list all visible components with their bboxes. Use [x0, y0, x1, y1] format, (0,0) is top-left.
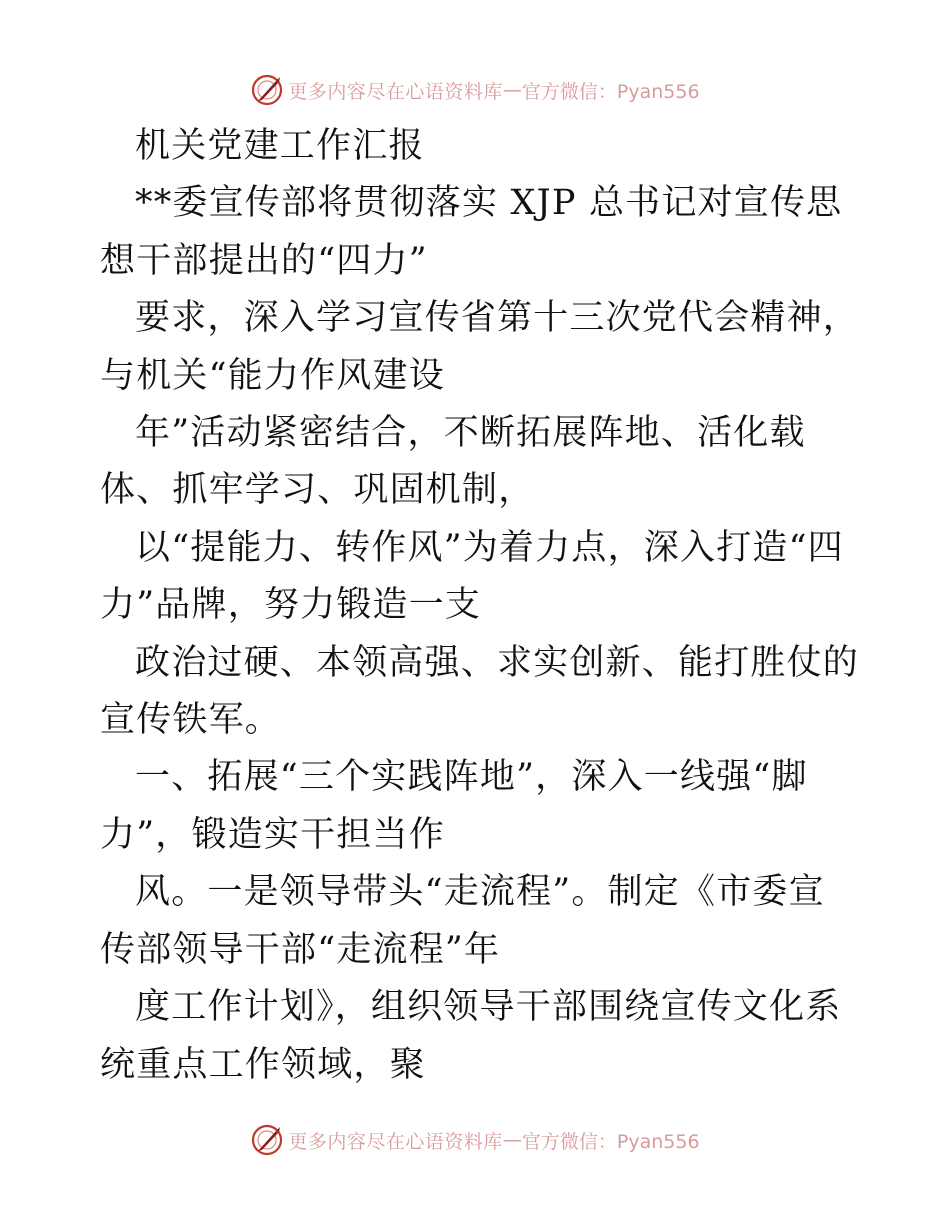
header-banner [0, 70, 950, 110]
section-heading: 一、拓展“三个实践阵地”，深入一线强“脚力”，锻造实干担当作 [100, 757, 808, 855]
paragraph: 风。一是领导带头“走流程”。制定《市委宣传部领导干部“走流程”年 [100, 872, 825, 970]
header-contact: 官方微信：Pyan556 [521, 80, 700, 103]
footer-contact: 官方微信：Pyan556 [521, 1130, 700, 1153]
footer-separator: — [502, 1129, 522, 1151]
paragraph: 要求，深入学习宣传省第十三次党代会精神，与机关“能力作风建设 [100, 298, 860, 396]
quill-pen-logo-icon [250, 1123, 284, 1157]
paragraph: 年”活动紧密结合，不断拓展阵地、活化载体、抓牢学习、巩固机制， [100, 413, 806, 511]
quill-pen-logo-icon [250, 73, 284, 107]
paragraph: 度工作计划》，组织领导干部围绕宣传文化系统重点工作领域，聚 [100, 987, 842, 1085]
document-body [100, 118, 860, 1094]
document-title: 机关党建工作汇报 [135, 126, 425, 166]
header-separator: — [502, 79, 522, 101]
footer-banner [0, 1120, 950, 1160]
paragraph: 政治过硬、本领高强、求实创新、能打胜仗的宣传铁军。 [100, 642, 860, 741]
footer-promo-text: 更多内容尽在心语资料库 [288, 1130, 503, 1153]
header-promo-text: 更多内容尽在心语资料库 [288, 80, 503, 103]
paragraph: **委宣传部将贯彻落实 XJP 总书记对宣传思想干部提出的“四力” [100, 183, 843, 281]
paragraph: 以“提能力、转作风”为着力点，深入打造“四力”品牌，努力锻造一支 [100, 527, 844, 626]
